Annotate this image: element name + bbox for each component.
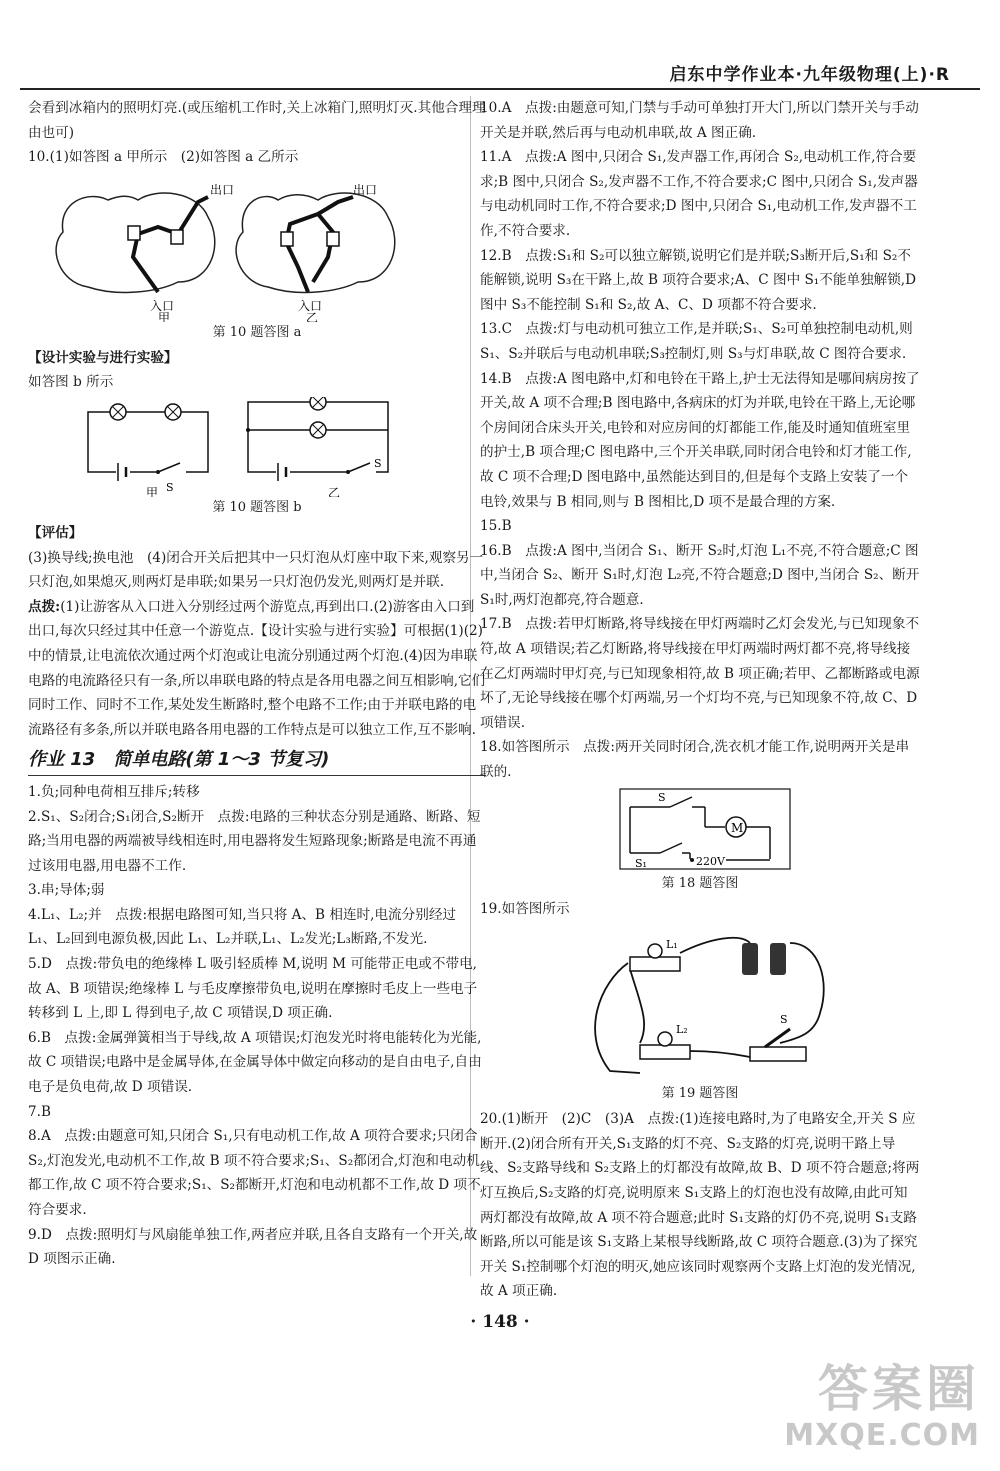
label-yi: 乙	[306, 310, 319, 322]
tip-label: 点拨:	[28, 598, 61, 615]
switch-label-19: S	[780, 1013, 788, 1027]
switch-s-label: S	[658, 790, 666, 804]
design-title: 【设计实验与进行实验】	[28, 349, 178, 366]
circuit-diagram-b	[28, 397, 448, 497]
figure-10b	[28, 397, 486, 519]
hw13-item-8: 8.A 点拨:由题意可知,只闭合 S₁,只有电动机工作,故 A 项符合要求;只闭合 S₂,灯泡发光,电动机不工作,故 B 项不符合要求;S₁、S₂都闭合,灯泡和电动机都工作,故 C 项不符合要求;S₁、S₂都断开,灯泡和电动机都不工作,故 D 项不符合要求.	[28, 1128, 481, 1218]
hw13-item-9: 9.D 点拨:照明灯与风扇能单独工作,两者应并联,且各自支路有一个开关,故 D 项图示正确.	[28, 1226, 478, 1268]
figure-19	[480, 923, 920, 1105]
design-text: 如答图 b 所示	[28, 374, 114, 391]
maze-diagram	[28, 172, 448, 322]
right-column	[480, 96, 920, 1304]
hw13-item-10: 10.A 点拨:由题意可知,门禁与手动可单独打开大门,所以门禁开关与手动开关是并联,然后再与电动机串联,故 A 图正确.	[480, 100, 919, 141]
switch-label-yi: S	[374, 456, 382, 470]
hw13-item-6: 6.B 点拨:金属弹簧相当于导线,故 A 项错误;灯泡发光时将电能转化为光能,故 C 项错误;电路中是金属导体,在金属导体中做定向移动的是自由电子,自由电子是负电荷,故 D 项错误.	[28, 1029, 482, 1096]
hw13-item-4: 4.L₁、L₂;并 点拨:根据电路图可知,当只将 A、B 相连时,电流分别经过 L₁、L₂回到电源负极,因此 L₁、L₂并联,L₁、L₂发光;L₃断路,不发光.	[28, 906, 457, 948]
page-header	[20, 58, 980, 90]
voltage-label: 220V	[696, 854, 725, 868]
hw13-item-12: 12.B 点拨:S₁和 S₂可以独立解锁,说明它们是并联;S₃断开后,S₁和 S₂不能解锁,说明 S₃在干路上,故 B 项符合要求;A、C 图中 S₁不能单独解锁,D 图中 S₃不能控制 S₁和 S₂,故 A、C、D 项都不符合要求.	[480, 247, 917, 313]
figure-10b-caption: 第 10 题答图 b	[212, 499, 302, 515]
header-title: 启东中学作业本·九年级物理(上)·R	[669, 65, 950, 85]
hw13-item-7: 7.B	[28, 1103, 51, 1120]
answer-10: 10.(1)如答图 a 甲所示 (2)如答图 a 乙所示	[28, 149, 299, 166]
hw13-item-16: 16.B 点拨:A 图中,当闭合 S₁、断开 S₂时,灯泡 L₁不亮,不符合题意;C 图中,当闭合 S₂、断开 S₁时,灯泡 L₂亮,不符合题意;D 图中,当闭合 S₂、断开 S₁时,两灯泡都亮,符合题意.	[480, 542, 920, 608]
exit-label-yi: 出口	[353, 182, 378, 197]
hw13-item-19: 19.如答图所示	[480, 900, 570, 917]
hw13-item-18: 18.如答图所示 点拨:两开关同时闭合,洗衣机才能工作,说明两开关是串联的.	[480, 739, 910, 781]
evaluation-text: (3)换导线;换电池 (4)闭合开关后把其中一只灯泡从灯座中取下来,观察另一只灯泡,如果熄灭,则两灯是串联;如果另一只灯泡仍发光,则两灯是并联.	[28, 549, 484, 591]
watermark-logo-text: 答案圈	[818, 1360, 980, 1418]
hw13-item-17: 17.B 点拨:若甲灯断路,将导线接在甲灯两端时乙灯会发光,与已知现象不符,故 A 项错误;若乙灯断路,将导线接在甲灯两端时两灯都不亮,将导线接在乙灯两端时甲灯亮,与已知现象相符,故 B 项正确;若甲、乙都断路或电源坏了,无论导线接在哪个灯两端,另一个灯均不亮,与已知现象不符,故 C、D 项错误.	[480, 616, 920, 731]
left-column	[28, 96, 486, 1272]
figure-10a-caption: 第 10 题答图 a	[212, 324, 302, 340]
entry-label-yi: 入口	[298, 298, 323, 313]
watermark	[730, 1359, 980, 1453]
hw13-item-5: 5.D 点拨:带负电的绝缘棒 L 吸引轻质棒 M,说明 M 可能带正电或不带电,故 A、B 项错误;绝缘棒 L 与毛皮摩擦带负电,说明在摩擦时毛皮上一些电子转移到 L 上,即 L 得到电子,故 C 项错误,D 项正确.	[28, 956, 478, 1022]
hw13-item-13: 13.C 点拨:灯与电动机可独立工作,是并联;S₁、S₂可单独控制电动机,则 S₁、S₂并联后与电动机串联;S₃控制灯,则 S₃与灯串联,故 C 图符合要求.	[480, 321, 913, 362]
hw13-item-15: 15.B	[480, 518, 512, 535]
homework-13-title: 作业 13 简单电路(第 1～3 节复习)	[28, 748, 486, 776]
hw13-item-2: 2.S₁、S₂闭合;S₁闭合,S₂断开 点拨:电路的三种状态分别是通路、断路、短路;当用电器的两端被导线相连时,用电器将发生短路现象;断路是电流不再通过该用电器,用电器不工作.	[28, 808, 481, 874]
switch-label-jia: S	[166, 480, 174, 494]
evaluation-title: 【评估】	[28, 524, 83, 541]
page-number: · 148 ·	[470, 1312, 530, 1332]
hw13-item-11: 11.A 点拨:A 图中,只闭合 S₁,发声器工作,再闭合 S₂,电动机工作,符合要求;B 图中,只闭合 S₂,发声器不工作,不符合要求;C 图中,只闭合 S₁,发声器与电动机同时工作,不符合要求;D 图中,只闭合 S₁,电动机工作,发声器不工作,不符合要求.	[480, 149, 918, 239]
label-yi-b: 乙	[328, 485, 341, 497]
washing-machine-circuit	[480, 787, 920, 873]
figure-19-caption: 第 19 题答图	[661, 1086, 739, 1102]
hw13-item-20: 20.(1)断开 (2)C (3)A 点拨:(1)连接电路时,为了电路安全,开关 S 应断开.(2)闭合所有开关,S₁支路的灯不亮、S₂支路的灯亮,说明干路上导线、S₂支路导线和 S₂支路上的灯都没有故障,故 B、D 项不符合题意;将两灯互换后,S₂支路的灯亮,说明原来 S₁支路上的灯泡也没有故障,由此可知两灯都没有故障,故 A 项不符合题意;此时 S₁支路的灯仍不亮,说明 S₁支路断路,所以可能是该 S₁支路上某根导线断路,故 C 项符合题意.(3)为了探究开关 S₁控制哪个灯泡的明灭,她应该同时观察两个支路上灯泡的发光情况,故 A 项正确.	[480, 1111, 920, 1300]
watermark-url: MXQE.COM	[784, 1418, 980, 1453]
hw13-item-3: 3.串;导体;弱	[28, 882, 105, 899]
hw13-item-1: 1.负;同种电荷相互排斥;转移	[28, 783, 200, 800]
figure-10a	[28, 172, 486, 344]
hw13-item-14: 14.B 点拨:A 图电路中,灯和电铃在干路上,护士无法得知是哪间病房按了开关,故 A 项不合理;B 图电路中,各病床的灯为并联,电铃在干路上,无论哪个房间闭合床头开关,电铃和对应房间的灯都能工作,能及时通知值班室里的护士,B 项合理;C 图电路中,三个开关串联,同时闭合电铃和灯才能工作,故 C 项不合理;D 图电路中,虽然能达到目的,但是每个支路上安装了一个电铃,效果与 B 相同,则与 B 图相比,D 项不是最合理的方案.	[480, 370, 920, 510]
exit-label-jia: 出口	[210, 182, 235, 197]
motor-label: M	[731, 820, 744, 835]
physical-circuit-diagram	[480, 923, 920, 1083]
paragraph-intro: 会看到冰箱内的照明灯亮.(或压缩机工作时,关上冰箱门,照明灯灭.其他合理理由也可)	[28, 100, 486, 141]
tip-text: (1)让游客从入口进入分别经过两个游览点,再到出口.(2)游客由入口到出口,每次只经过其中任意一个游览点.【设计实验与进行实验】可根据(1)(2)中的情景,让电流依次通过两个灯泡或让电流分别通过两个灯泡.(4)因为串联电路的电流路径只有一条,所以串联电路的特点是各用电器之间互相影响,它们同时工作、同时不工作,某处发生断路时,整个电路不工作;由于并联电路的电流路径有多条,所以并联电路各用电器的工作特点是可以独立工作,互不影响.	[28, 598, 486, 738]
switch-s1-label: S₁	[635, 856, 647, 870]
lamp-l2-label: L₂	[676, 1023, 688, 1037]
tip-paragraph	[28, 595, 486, 743]
figure-18	[480, 787, 920, 895]
lamp-l1-label: L₁	[666, 938, 678, 952]
label-jia-b: 甲	[146, 485, 159, 497]
entry-label-jia: 入口	[150, 298, 175, 313]
label-jia: 甲	[158, 310, 171, 322]
figure-18-caption: 第 18 题答图	[661, 875, 739, 891]
